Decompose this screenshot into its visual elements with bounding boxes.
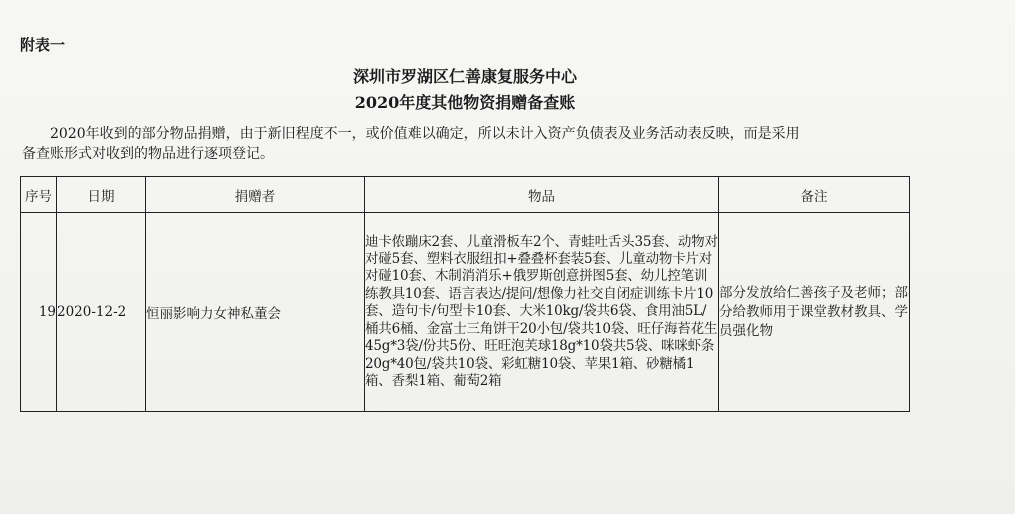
header-date: 日期 [57, 177, 146, 213]
cell-no: 19 [21, 213, 57, 412]
cell-donor: 恒丽影响力女神私董会 [146, 213, 365, 412]
table-row [21, 213, 910, 412]
header-donor: 捐赠者 [146, 177, 365, 213]
intro-paragraph [22, 124, 902, 164]
intro-line-1: 2020年收到的部分物品捐赠，由于新旧程度不一，或价值难以确定，所以未计入资产负债表及业务活动表反映，而是采用 [50, 126, 800, 142]
header-items: 物品 [365, 177, 719, 213]
cell-note: 部分发放给仁善孩子及老师；部分给教师用于课堂教材教具、学员强化物 [719, 213, 910, 412]
intro-line-2: 备查账形式对收到的物品进行逐项登记。 [22, 146, 274, 162]
header-no: 序号 [21, 177, 57, 213]
ledger-title: 2020年度其他物资捐赠备查账 [354, 93, 576, 112]
table-header-row [21, 177, 910, 213]
cell-date: 2020-12-2 [57, 213, 146, 412]
organization-title: 深圳市罗湖区仁善康复服务中心 [352, 67, 577, 86]
header-note: 备注 [719, 177, 910, 213]
cell-items: 迪卡侬蹦床2套、儿童滑板车2个、青蛙吐舌头35套、动物对对碰5套、塑料衣服纽扣+叠叠杯套装5套、儿童动物卡片对对碰10套、木制消消乐+俄罗斯创意拼图5套、幼儿控笔训练教具10套、语言表达/提问/想像力社交自闭症训练卡片10套、造句卡/句型卡10套、大米10kg/袋共6袋、食用油5L/桶共6桶、金富士三角饼干20小包/袋共10袋、旺仔海苔花生45g*3袋/份共5份、旺旺泡芙球18g*10袋共5袋、咪咪虾条20g*40包/袋共10袋、彩虹糖10袋、苹果1箱、砂糖橘1箱、香梨1箱、葡萄2箱 [365, 213, 719, 412]
donation-ledger-table [20, 176, 910, 412]
appendix-label: 附表一 [20, 36, 66, 54]
